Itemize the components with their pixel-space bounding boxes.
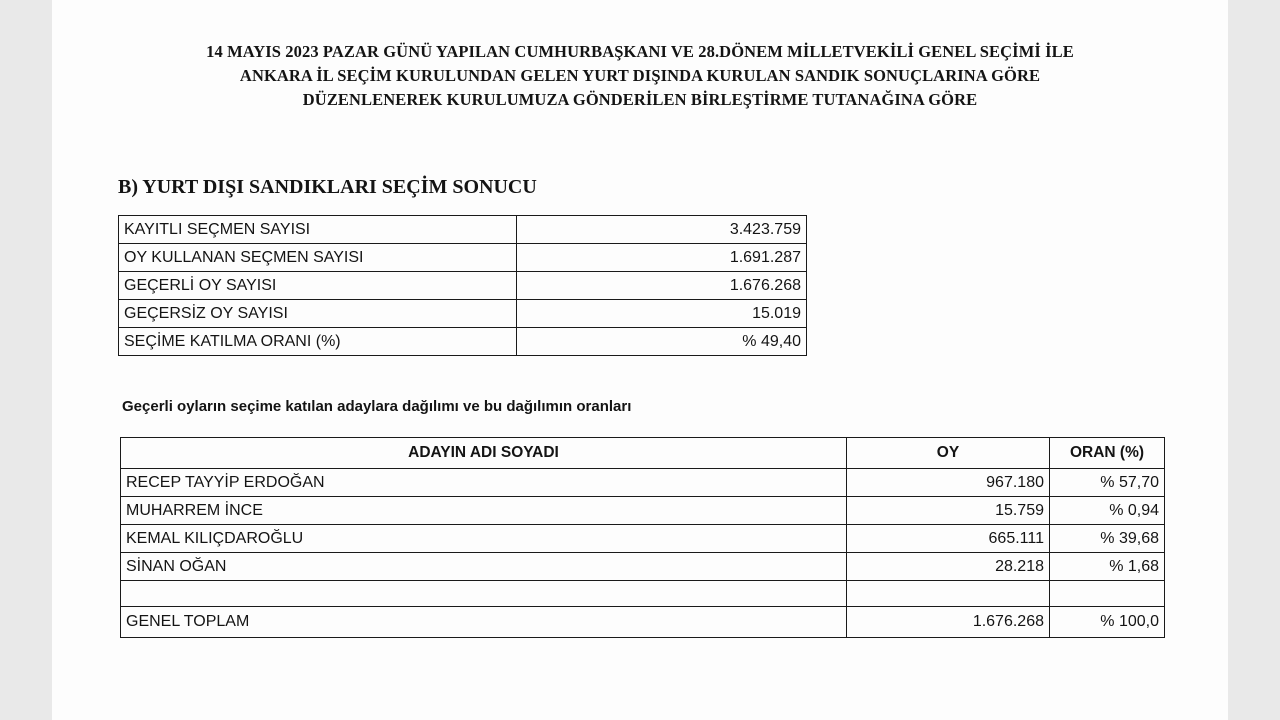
total-votes: 1.676.268 [847, 607, 1050, 638]
table-row [121, 469, 1165, 497]
total-pct: % 100,0 [1050, 607, 1165, 638]
table-row [119, 300, 807, 328]
empty-cell [121, 581, 847, 607]
summary-value: % 49,40 [517, 328, 807, 356]
candidate-pct: % 0,94 [1050, 497, 1165, 525]
header-line-3: DÜZENLENEREK KURULUMUZA GÖNDERİLEN BİRLEŞTİRME TUTANAĞINA GÖRE [302, 90, 978, 109]
summary-table [118, 215, 807, 356]
summary-label: OY KULLANAN SEÇMEN SAYISI [119, 244, 517, 272]
distribution-subtitle: Geçerli oyların seçime katılan adaylara dağılımı ve bu dağılımın oranları [122, 398, 632, 415]
table-row [121, 553, 1165, 581]
header-line-1: 14 MAYIS 2023 PAZAR GÜNÜ YAPILAN CUMHURBAŞKANI VE 28.DÖNEM MİLLETVEKİLİ GENEL SEÇİMİ İLE [206, 42, 1074, 61]
candidate-name: SİNAN OĞAN [121, 553, 847, 581]
header-name: ADAYIN ADI SOYADI [121, 438, 847, 469]
empty-cell [847, 581, 1050, 607]
header-votes: OY [847, 438, 1050, 469]
candidate-pct: % 1,68 [1050, 553, 1165, 581]
total-label: GENEL TOPLAM [121, 607, 847, 638]
table-row [119, 328, 807, 356]
header-line-2: ANKARA İL SEÇİM KURULUNDAN GELEN YURT DIŞINDA KURULAN SANDIK SONUÇLARINA GÖRE [239, 66, 1041, 85]
candidate-name: KEMAL KILIÇDAROĞLU [121, 525, 847, 553]
candidate-name: MUHARREM İNCE [121, 497, 847, 525]
summary-label: GEÇERSİZ OY SAYISI [119, 300, 517, 328]
summary-label: SEÇİME KATILMA ORANI (%) [119, 328, 517, 356]
table-header-row [121, 438, 1165, 469]
candidate-pct: % 39,68 [1050, 525, 1165, 553]
candidate-votes: 665.111 [847, 525, 1050, 553]
summary-value: 15.019 [517, 300, 807, 328]
summary-label: KAYITLI SEÇMEN SAYISI [119, 216, 517, 244]
table-row [121, 497, 1165, 525]
candidate-votes: 967.180 [847, 469, 1050, 497]
table-row [121, 525, 1165, 553]
empty-row [121, 581, 1165, 607]
table-row [119, 216, 807, 244]
table-row [119, 272, 807, 300]
summary-label: GEÇERLİ OY SAYISI [119, 272, 517, 300]
empty-cell [1050, 581, 1165, 607]
candidates-table [120, 437, 1165, 638]
section-title: B) YURT DIŞI SANDIKLARI SEÇİM SONUCU [118, 176, 537, 198]
document-header [52, 40, 1228, 112]
summary-value: 1.691.287 [517, 244, 807, 272]
candidate-votes: 15.759 [847, 497, 1050, 525]
document-page [52, 0, 1228, 720]
candidate-name: RECEP TAYYİP ERDOĞAN [121, 469, 847, 497]
header-pct: ORAN (%) [1050, 438, 1165, 469]
summary-value: 3.423.759 [517, 216, 807, 244]
total-row [121, 607, 1165, 638]
summary-value: 1.676.268 [517, 272, 807, 300]
candidate-votes: 28.218 [847, 553, 1050, 581]
candidate-pct: % 57,70 [1050, 469, 1165, 497]
table-row [119, 244, 807, 272]
